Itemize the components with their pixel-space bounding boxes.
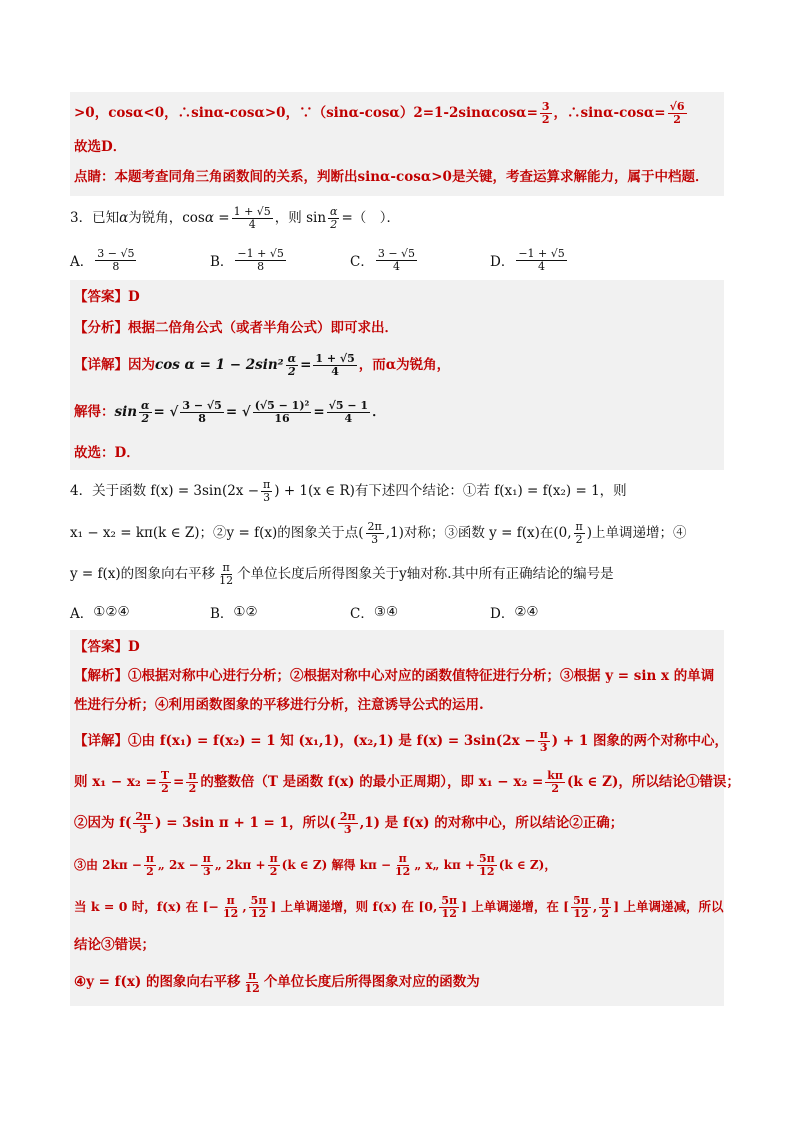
- detail-line: ④y = f(x) 的图象向右平移 $\frac{\pi}{12}$ 个单位长度后所得图象对应的函数为: [74, 968, 480, 995]
- q4-options: [70, 594, 724, 630]
- prev-solution-block: [70, 92, 724, 196]
- detail-line: 【详解】①由 f(x₁) = f(x₂) = 1 知 (x₁,1)，(x₂,1) 是 f(x) = 3sin(2x − $\frac{\pi}{3}$ ) + 1 图象的两个对称中心，: [74, 727, 728, 754]
- detail-line: 则 x₁ − x₂ = $\frac{T}{2}$ = $\frac{\pi}{2}$ 的整数倍（T 是函数 f(x) 的最小正周期），即 x₁ − x₂ = $\frac{k\pi}{2}$ (k ∈ Z)，所以结论①错误；: [74, 768, 740, 795]
- option-d: D． $\frac{-1 + √5}{4}$: [490, 246, 565, 273]
- q3-options: [70, 240, 724, 280]
- fraction: $\frac{√6}{2}$: [669, 99, 685, 126]
- q4-stem-3: y = f(x)的图象向右平移 $\frac{\pi}{12}$ 个单位长度后所得图象关于y轴对称.其中所有正确结论的编号是: [70, 560, 614, 587]
- option-d: D． ②④: [490, 604, 539, 622]
- option-c: C． ③④: [350, 604, 399, 622]
- document-page: [70, 92, 740, 1006]
- fraction: $\frac{3}{2}$: [541, 99, 550, 126]
- solution-line: >0，cosα<0，∴sinα-cosα>0，∵（sinα-cosα）2=1-2sinαcosα= $\frac{3}{2}$ ，∴sinα-cosα= $\frac{√6}{2}$: [74, 99, 685, 126]
- option-b: B． ①②: [210, 604, 258, 622]
- choose-line: 故选：D．: [74, 445, 140, 461]
- detail-line: 当 k = 0 时，f(x) 在 [− $\frac{\pi}{12}$ , $\frac{5\pi}{12}$ ] 上单调递增，则 f(x) 在 [0, $\frac{5\pi}{12}$ ] 上单调递增，在 [ $\frac{5\pi}{12}$ , $\frac{\pi}{2}$ ] 上单调递减，所以: [74, 893, 724, 920]
- analysis-line: 【分析】根据二倍角公式（或者半角公式）即可求出．: [74, 320, 398, 336]
- q4-stem-2: x₁ − x₂ = kπ(k ∈ Z)；②y = f(x)的图象关于点( $\frac{2\pi}{3}$ ,1)对称；③函数 y = f(x)在(0, $\frac{\pi}{2}$ )上单调递增；④: [70, 519, 687, 546]
- detail-line: 【详解】因为 cos α = 1 − 2sin² $\frac{\alpha}{2}$ = $\frac{1 + √5}{4}$ ，而α为锐角，: [74, 351, 451, 378]
- detail-line: 结论③错误；: [74, 937, 155, 953]
- q3-stem: 3．已知 α 为锐角，cos α = $\frac{1 + √5}{4}$ ，则 sin $\frac{\alpha}{2}$ =（ ）．: [70, 204, 401, 231]
- answer-line: 【答案】D: [74, 639, 140, 655]
- comment-line: 点睛：本题考查同角三角函数间的关系，判断出sinα-cosα>0是关键，考查运算求解能力，属于中档题．: [74, 169, 709, 185]
- jiexi-line: 性进行分析；④利用函数图象的平移进行分析，注意诱导公式的运用.: [74, 697, 484, 713]
- detail-line: ②因为 f( $\frac{2\pi}{3}$ ) = 3sin π + 1 = 1，所以( $\frac{2\pi}{3}$ ,1) 是 f(x) 的对称中心，所以结论②正确；: [74, 809, 624, 836]
- option-c: C． $\frac{3 - √5}{4}$: [350, 246, 416, 273]
- jiexi-line: 【解析】①根据对称中心进行分析；②根据对称中心对应的函数值特征进行分析；③根据 y = sin x 的单调: [74, 668, 715, 684]
- q4-stem-1: 4．关于函数 f(x) = 3sin(2x − $\frac{\pi}{3}$ ) + 1(x ∈ R)有下述四个结论：①若 f(x₁) = f(x₂) = 1，则: [70, 477, 627, 504]
- answer-line: 【答案】D: [74, 289, 140, 305]
- option-a: A． ①②④: [70, 604, 130, 622]
- option-b: B． $\frac{-1 + √5}{8}$: [210, 246, 284, 273]
- q4-solution-block: [70, 630, 740, 1006]
- solve-line: 解得： sin $\frac{\alpha}{2}$ = √ $\frac{3 - √5}{8}$ = √ $\frac{\text{(√5 − 1)²}}{16}$ = $\frac{√5 - 1}{4}$ ．: [74, 398, 386, 425]
- option-a: A． $\frac{3 - √5}{8}$: [70, 246, 135, 273]
- q3-solution-block: [70, 280, 724, 470]
- detail-line: ③由 2kπ − $\frac{\pi}{2}$ „ 2x − $\frac{\pi}{3}$ „ 2kπ + $\frac{\pi}{2}$ (k ∈ Z) 解得 kπ − $\frac{\pi}{12}$ „ x„ kπ + $\frac{5\pi}{12}$ (k ∈ Z)，: [74, 851, 557, 878]
- choose-line: 故选D．: [74, 139, 127, 155]
